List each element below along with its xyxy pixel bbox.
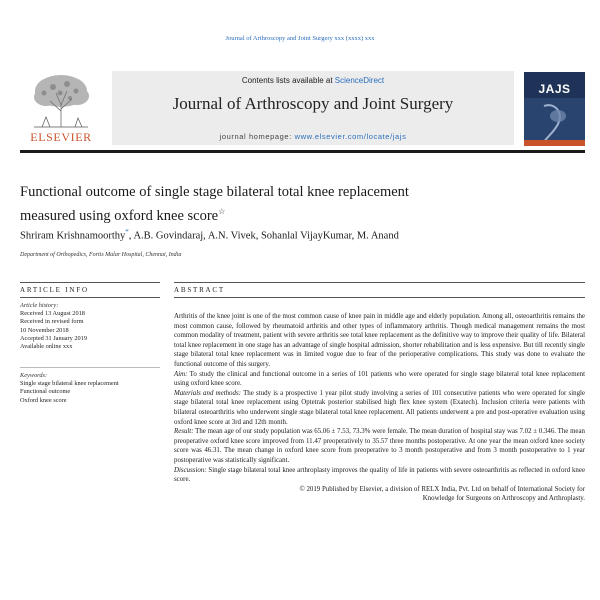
homepage-link[interactable]: www.elsevier.com/locate/jajs [294, 132, 407, 141]
author-list [20, 228, 580, 242]
copyright-line-1: © 2019 Published by Elsevier, a division of RELX India, Pvt. Ltd on behalf of International Society for [299, 485, 585, 493]
contents-line [112, 76, 514, 85]
result-label: Result: [174, 428, 194, 436]
aim-text: To study the clinical and functional outcome in a series of 101 patients who were operated for single stage bilateral total knee replacement using oxford knee score. [174, 370, 585, 388]
methods-text: The study is a prospective 1 year pilot study involving a series of 101 consecutive patients who were operated for single stage bilateral total knee replacement using Optetrak posterior stabilised high flex knee system (Exatech). Inclusion criteria were patients with bilateral osteoarthritis who underwent single stage bilateral total knee replacement. All patients underwent a pre and post-operative evaluation using oxford knee score at 3rd and 12th month. [174, 389, 585, 426]
abstract-bottom-rule [174, 297, 585, 298]
history-item: Received in revised form [20, 318, 84, 326]
abstract-body [174, 312, 585, 504]
article-history [20, 302, 165, 351]
authors-rest: , A.B. Govindaraj, A.N. Vivek, Sohanlal VijayKumar, M. Anand [128, 230, 399, 242]
elsevier-tree-icon [20, 71, 102, 129]
keywords-block [20, 372, 165, 405]
journal-name: Journal of Arthroscopy and Joint Surgery [172, 94, 454, 113]
article-history-label: Article history: [20, 302, 59, 309]
copyright-line-2: Knowledge for Surgeons on Arthroscopy and Arthroplasty. [422, 495, 585, 503]
article-info-heading: ARTICLE INFO [20, 286, 89, 294]
abstract-aim [174, 370, 585, 389]
keywords-label: Keywords: [20, 372, 48, 379]
discussion-text: Single stage bilateral total knee arthroplasty improves the quality of life in patients with severe osteoarthritis as reflected in oxford knee score. [174, 466, 585, 484]
running-head[interactable]: Journal of Arthroscopy and Joint Surgery xxx (xxxx) xxx [225, 35, 375, 42]
article-info-bottom-rule [20, 297, 160, 298]
contents-prefix: Contents lists available at [241, 76, 335, 85]
history-item: Received 13 August 2018 [20, 310, 85, 318]
title-line-1: Functional outcome of single stage bilateral total knee replacement [20, 184, 409, 200]
elsevier-wordmark: ELSEVIER [30, 130, 92, 144]
abstract-result [174, 427, 585, 465]
result-text: The mean age of our study population was 65.06 ± 7.53, 73.3% were female. The mean duration of hospital stay was 7.02 ± 0.346. The mean preoperative oxford knee score improved from 11.47 preoperatively to 35.57 three months postoperative. At one year the mean oxford knee society score was 46.31. The mean change in oxford knee score from preoperative to 3 month postoperative and from 3 month postoperative to 1 year postoperative was statistically significant. [174, 428, 585, 464]
abstract-top-rule [174, 282, 585, 283]
author-first[interactable]: Shriram Krishnamoorthy [20, 230, 126, 242]
abstract-methods [174, 389, 585, 427]
keyword-item[interactable]: Oxford knee score [20, 396, 67, 404]
keywords-rule [20, 367, 160, 368]
cover-title: JAJS [538, 82, 571, 96]
keyword-item[interactable]: Single stage bilateral knee replacement [20, 380, 119, 388]
title-footnote-star-icon[interactable]: ☆ [218, 207, 226, 216]
homepage-prefix: journal homepage: [219, 132, 295, 141]
affiliation: Department of Orthopedics, Fortis Malar Hospital, Chennai, India [20, 252, 182, 258]
abstract-intro: Arthritis of the knee joint is one of the most common cause of knee pain in middle age and elderly population. Among all, osteoarthritis remains the most common cause, followed by rheumatoid arthritis and other types of inflammatory arthritis. Though medical management remains the most common modality of treatment, patient with severe arthritis see total knee replacement as the definitive way to improve their quality of life. Bilateral total knee replacement in one stage has an advantage of single hospital admission, shorter rehabilitation and is less expensive. But till recently single stage bilateral total knee replacement was in limited vogue due to fear of the perioperative complications. This study was done to evaluate the functional outcome of this surgery. [174, 313, 585, 368]
aim-label: Aim: [174, 370, 188, 378]
corresponding-author-mark[interactable]: * [125, 228, 129, 236]
history-item: Available online xxx [20, 343, 73, 351]
sciencedirect-link[interactable]: ScienceDirect [334, 76, 385, 85]
discussion-label: Discussion: [174, 466, 207, 474]
methods-label: Materials and methods: [174, 389, 241, 397]
history-item: 10 November 2018 [20, 326, 69, 334]
abstract-heading: ABSTRACT [174, 286, 225, 294]
article-info-top-rule [20, 282, 160, 283]
header-rule [20, 150, 585, 153]
abstract-discussion [174, 466, 585, 485]
title-line-2: measured using oxford knee score [20, 207, 219, 224]
article-title [20, 183, 580, 226]
history-item: Accepted 31 January 2019 [20, 334, 87, 342]
journal-homepage [112, 132, 514, 141]
keyword-item[interactable]: Functional outcome [20, 388, 71, 396]
